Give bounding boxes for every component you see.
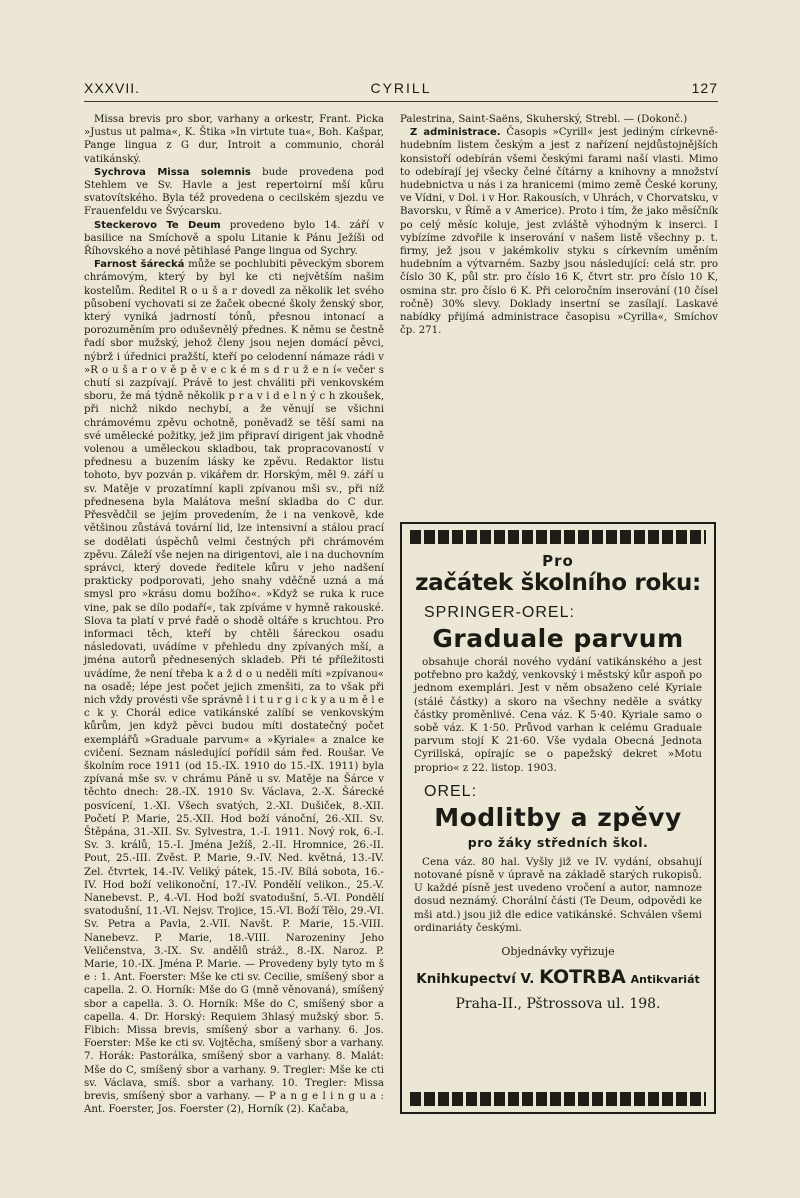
page-number: 127 <box>691 80 718 96</box>
right-column <box>400 113 718 337</box>
page-header <box>84 80 718 102</box>
paragraph-text: může se pochlubiti pěveckým sborem chrámovým, který by byl ke cti největším našim kostelům. Ředitel R o u š a r dovedl za několik let svého působení vychovati si ze žaček obecné školy ženský sbor, který vyniká jadrností tónů, přesnou intonací a porozuměním pro oduševnělý přednes. K němu se čestně řadí sbor mužský, jehož členy jsou nejen domácí pěvci, nýbrž i úřednici pražští, kteří po celodenní námaze rádi v »R o u š a r o v ě p ě v e c k é m s d r u ž e n í« večer s chutí si zazpívají. Právě to jest chváliti při venkovském sboru, že má týdně několik p r a v i d e l n ý c h zkoušek, při nichž nikdo nechybí, a že věnují se všichni chrámovému zpěvu ochotně, poněvadž se těší sami na své umělecké požitky, jež jim připraví dirigent jak vhodně volenou a uměleckou skladbou, tak propracovaností v přednesu a buzením lásky ke zpěvu. Redaktor listu tohoto, byv pozván p. vikářem dr. Horským, měl 9. září u sv. Matěje v prozatímní kapli zpívanou mši sv., při níž přednesena byla Malátova mešní skladba do C dur. Přesvědčil se jejím provedením, že i na venkově, kde většinou zůstává tovární lid, lze intensivní a stálou prací se dodělati úspěchů velmi čestných při chrámovém zpěvu. Záleží vše nejen na dirigentovi, ale i na duchovním správci, který dovede ředitele kůru v jeho nadšení prakticky podporovati, jeho snahy vděčně uzná a má smysl pro »krásu domu božího«. »Když se ruka k ruce vine, pak se dílo podaří«, tak zpíváme v hymně rakouské. Slova ta platí v prvé řadě o shodě oltáře s kruchtou. Pro informaci těch, kteří by chtěli šáreckou osadu následovati, uvádíme v přehledu dny zpívaných mší, a jména autorů přednesených skladeb. Při té příležitosti uvádíme, že není třeba k a ž d o u neděli míti »zpívanou« na osadě; lépe jest počet jejich zmenšiti, za to však při nich vždy provésti vše správně l i t u r g i c k y a u m ě l e c k y. Chorál edice vatikánské zalíbí se venkovským kůrům, jen když pěvci budou míti dostatečný počet exemplářů »Graduale parvum« a »Kyriale« a znalce ke cvičení. Seznam následující pořídil sám řed. Roušar. Ve školním roce 1911 (od 15.-IX. 1910 do 15.-IX. 1911) byla zpívaná mše sv. v chrámu Páně u sv. Matěje na Šárce v těchto dnech: 28.-IX. 1910 Sv. Václava, 2.-X. Šárecké posvícení, 1.-XI. Všech svatých, 2.-XI. Dušiček, 8.-XII. Početí P. Marie, 25.-XII. Hod boží vánoční, 26.-XII. Sv. Štěpána, 31.-XII. Sv. Sylvestra, 1.-I. 1911. Nový rok, 6.-I. Sv. 3. králů, 15.-I. Jména Ježíš, 2.-II. Hromnice, 26.-II. Pout, 25.-III. Zvěst. P. Marie, 9.-IV. Ned. květná, 13.-IV. Zel. čtvrtek, 14.-IV. Veliký pátek, 15.-IV. Bílá sobota, 16.-IV. Hod boží velikonoční, 17.-IV. Pondělí velikon., 25.-V. Nanebevst. P., 4.-VI. Hod boží svatodušní, 5.-VI. Pondělí svatodušní, 11.-VI. Nejsv. Trojice, 15.-VI. Boží Tělo, 29.-VI. Sv. Petra a Pavla, 2.-VII. Navšt. P. Marie, 15.-VIII. Nanebevz. P. Marie, 18.-VIII. Narozeniny Jeho Veličenstva, 3.-IX. Sv. andělů stráž., 8.-IX. Naroz. P. Marie, 10.-IX. Jména P. Marie. — Provedeny byly tyto m š e : 1. Ant. Foerster: Mše ke cti sv. Cecilie, smíšený sbor a capella. 2. O. Horník: Mše do G (mně věnovaná), smíšený sbor a capella. 3. O. Horník: Mše do C, smíšený sbor a capella. 4. Dr. Horský: Requiem 3hlasý mužský sbor. 5. Fibich: Missa brevis, smíšený sbor a varhany. 6. Jos. Foerster: Mše ke cti sv. Vojtěcha, smíšený sbor a varhany. 7. Horák: Pastorálka, smíšený sbor a varhany. 8. Malát: Mše do C, smíšený sbor a varhany. 9. Tregler: Mše ke cti sv. Václava, smíš. sbor a varhany. 10. Tregler: Missa brevis, smíšený sbor a varhany. — P a n g e l i n g u a : Ant. Foerster, Jos. Foerster (2), Horník (2). Kačaba, <box>84 259 384 1116</box>
paragraph-lead: Z administrace. <box>410 127 501 139</box>
ad-shop-suffix: Antikvariát <box>630 973 700 987</box>
ad-shop <box>414 966 702 988</box>
ad-shop-name: KOTRBA <box>539 966 626 989</box>
paragraph-text: bude provedena pod Stehlem ve Sv. Havle a jest repertoirní mší kůru svatovítského. Byla též provedena o cecilském sjezdu ve Frauenfeldu ve Švýcarsku. <box>84 166 384 218</box>
ad-border-band-top <box>410 530 706 544</box>
article-paragraph <box>400 126 718 337</box>
paragraph-text: Časopis »Cyrill« jest jediným církevně-hudebním listem českým a jest z nařízení nejdůstojnějších konsistoří odebírán všemi českými farami naší vlasti. Mimo to odebírají jej všecky čelné čítárny a knihovny a množství hudebnictva u nás i za hranicemi (mimo země České koruny, ve Vídni, v Dol. i v Hor. Rakousích, v Uhrách, v Chorvatsku, v Bavorsku, v Římě a v Americe). Proto i tím, že jako měsíčník po celý měsíc koluje, jest zvláště výhodným k inserci. I vybízíme zdvořile k inserování v našem listě všechny p. t. firmy, jež jsou v jakémkoliv styku s církevním uměním hudebním a výtvarném. Sazby jsou následující: celá str. pro číslo 30 K, půl str. pro číslo 16 K, čtvrt str. pro číslo 10 K, osmina str. pro číslo 6 K. Při celoročním inserování (10 čísel ročně) 30% slevy. Doklady insertní se zasílají. Laskavé nabídky přijímá administrace časopisu »Cyrilla«, Smíchov čp. 271. <box>400 127 718 337</box>
ad-shop-prefix: Knihkupectví V. <box>416 971 535 988</box>
paragraph-lead: Farnost šárecká <box>94 259 185 271</box>
volume-number: XXXVII. <box>84 80 141 96</box>
ad-subtitle-modlitby: pro žáky středních škol. <box>467 834 649 850</box>
advertisement-box <box>400 522 716 1114</box>
paragraph-lead: Sychrova Missa solemnis <box>94 166 251 178</box>
ad-order-line: Objednávky vyřizuje <box>501 945 615 959</box>
ad-address: Praha-II., Pštrossova ul. 198. <box>455 996 661 1013</box>
ad-border-band-bottom <box>410 1092 706 1106</box>
paragraph-text: Palestrina, Saint-Saëns, Skuherský, Strebl. — (Dokonč.) <box>400 114 688 125</box>
ad-body-modlitby: Cena váz. 80 hal. Vyšly již ve IV. vydání, obsahují notované písně v úpravě na základě starých rukopisů. U každé písně jest uvedeno vročení a autor, namnoze dosud neznámý. Chorální části (Te Deum, odpovědi ke mši atd.) jsou již dle edice vatikánské. Schválen všemi ordinariáty českými. <box>414 855 702 934</box>
paragraph-text: provedeno bylo 14. září v basilice na Smíchově a spolu Litanie k Pánu Ježíši od Říhovského a nové pětihlasé Pange lingua od Sychry. <box>84 219 384 258</box>
ad-title-graduale: Graduale parvum <box>432 624 684 653</box>
paragraph-text: Missa brevis pro sbor, varhany a orkestr, Frant. Picka »Justus ut palma«, K. Štika »In virtute tua«, Boh. Kašpar, Pange lingua z G dur, Introit a communio, chorál vatikánský. <box>84 114 384 165</box>
article-paragraph <box>84 219 384 259</box>
header-rule <box>84 101 718 102</box>
article-paragraph <box>84 113 384 166</box>
ad-body-graduale: obsahuje chorál nového vydání vatikánského a jest potřebno pro každý, venkovský i městský kůr aspoň po jednom exemplári. Jest v něm obsaženo celé Kyriale (stálé částky) a skoro na všechny neděle a svátky částky proměnlivé. Cena váz. K 5·40. Kyriale samo o sobě váz. K 1·50. Průvod varhan k celému Graduale parvum stojí K 21·60. Vše vydala Obecná Jednota Cyrillská, opírajíc se o papežský dekret »Motu proprio« z 22. listop. 1903. <box>414 656 702 774</box>
left-column <box>84 113 384 1116</box>
paragraph-lead: Steckerovo Te Deum <box>94 219 221 231</box>
journal-title: CYRILL <box>370 80 432 96</box>
article-paragraph <box>84 258 384 1116</box>
ad-publisher-1: SPRINGER-OREL: <box>424 604 575 621</box>
ad-title-modlitby: Modlitby a zpěvy <box>434 802 682 832</box>
ad-publisher-2: OREL: <box>424 782 478 800</box>
article-paragraph <box>84 166 384 219</box>
ad-pro: Pro <box>542 552 574 570</box>
ad-headline: začátek školního roku: <box>415 570 701 596</box>
article-paragraph <box>400 113 718 126</box>
